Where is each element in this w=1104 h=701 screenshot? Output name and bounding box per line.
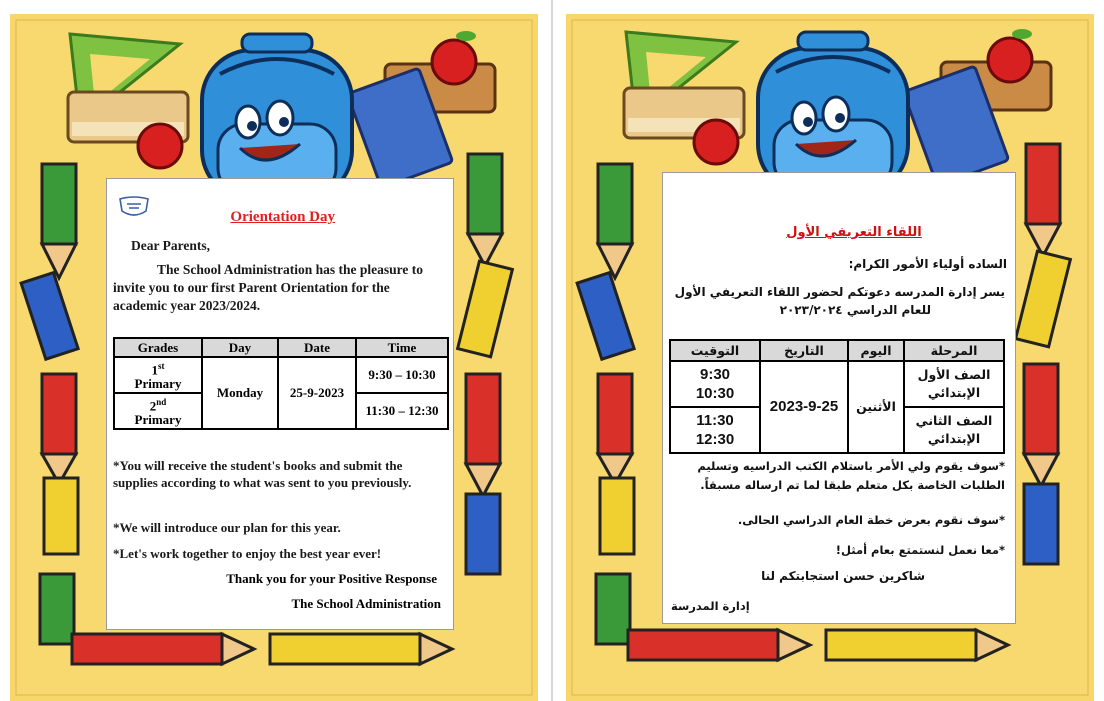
table-row [670,361,1004,407]
table-header-row [114,338,448,357]
grade-cell: 2nd Primary [114,393,202,429]
signoff: The School Administration [291,596,441,611]
page-divider [551,0,553,701]
english-flyer-page [10,14,538,701]
intro-line: invite you to our first Parent Orientation for the [113,280,390,295]
note-books: *You will receive the student's books and submit the supplies according to what was sent to you previously. [113,458,412,490]
note-together: *Let's work together to enjoy the best year ever! [113,546,382,561]
intro-line: يسر إدارة المدرسه دعوتكم لحضور اللقاء التعريفي الأول [674,285,1005,299]
time-cell: 11:30 – 12:30 [356,393,448,429]
grade-cell: 1st Primary [114,357,202,393]
thanks-line: Thank you for your Positive Response [226,571,437,586]
day-cell: Monday [202,357,278,429]
date-cell: 2023-9-25 [760,361,848,453]
time-cell: 9:30 10:30 [670,361,760,407]
intro-line: academic year 2023/2024. [113,298,261,313]
col-header-grades: Grades [114,338,202,357]
note-books: *سوف يقوم ولي الأمر باستلام الكتب الدراسيه وتسليم الطلبات الخاصة بكل متعلم طبقا لما تم ارساله مسبقاً. [697,459,1005,492]
col-header-stage: المرحلة [904,340,1004,361]
arabic-flyer-page [566,14,1094,701]
arabic-letter-card [662,172,1016,624]
note-together: *معا نعمل لنستمتع بعام أمثل! [835,543,1005,557]
note-plan: *We will introduce our plan for this year. [113,520,341,535]
signoff: إدارة المدرسة [671,599,750,613]
schedule-table [113,337,449,430]
col-header-day: اليوم [848,340,904,361]
table-row [114,357,448,393]
table-header-row [670,340,1004,361]
col-header-date: التاريخ [760,340,848,361]
grade-cell: الصف الأول الإبتدائي [904,361,1004,407]
grade-cell: الصف الثاني الإبتدائي [904,407,1004,453]
flyer-title: Orientation Day [230,209,335,225]
english-letter-card [106,178,454,630]
time-cell: 11:30 12:30 [670,407,760,453]
col-header-time: Time [356,338,448,357]
col-header-day: Day [202,338,278,357]
thanks-line: شاكرين حسن استجابتكم لنا [761,569,925,583]
day-cell: الأثنين [848,361,904,453]
time-cell: 9:30 – 10:30 [356,357,448,393]
col-header-date: Date [278,338,356,357]
date-cell: 25-9-2023 [278,357,356,429]
salutation: الساده أولياء الأمور الكرام: [848,257,1007,271]
salutation: Dear Parents, [131,238,210,253]
intro-paragraph [113,261,449,315]
note-plan: *سوف نقوم بعرض خطة العام الدراسي الحالى. [737,513,1005,527]
flyer-title: اللقاء التعريفي الأول [786,225,922,240]
col-header-time: التوقيت [670,340,760,361]
schedule-table [669,339,1005,454]
intro-line: The School Administration has the pleasure to [157,262,424,277]
intro-line: للعام الدراسي ٢٠٢٣/٢٠٢٤ [779,303,931,317]
